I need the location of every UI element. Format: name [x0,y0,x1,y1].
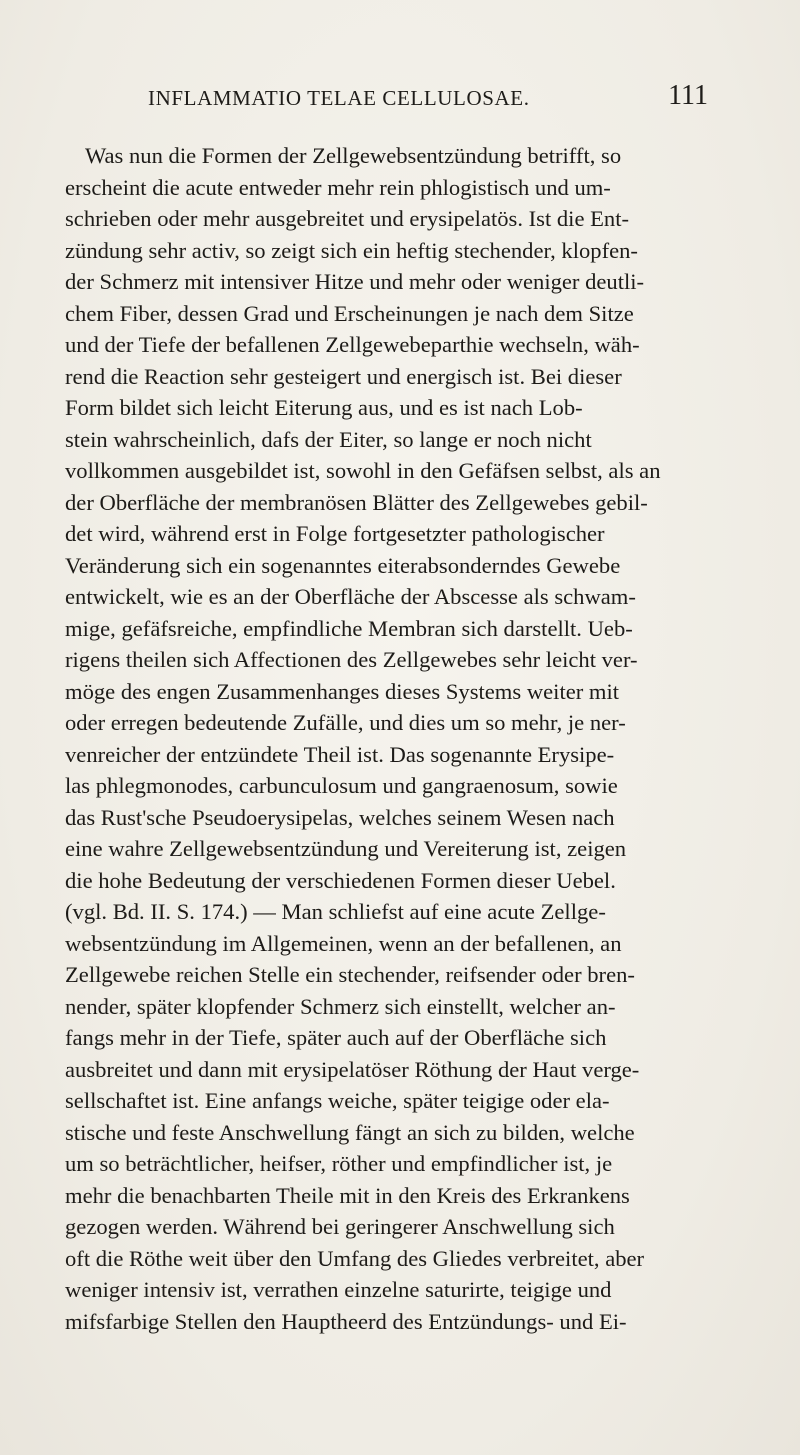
text-line: zündung sehr activ, so zeigt sich ein heftig stechender, klopfen- [65,237,638,263]
text-line: rigens theilen sich Affectionen des Zellgewebes sehr leicht ver- [65,647,638,672]
text-line: Was nun die Formen der Zellgewebsentzündung betrifft, so [85,143,622,168]
text-line: chem Fiber, dessen Grad und Erscheinungen je nach dem Sitze [65,300,634,326]
text-line: oder erregen bedeutende Zufälle, und dies um so mehr, je ner- [65,710,626,735]
text-line: vollkommen ausgebildet ist, sowohl in den Gefäfsen selbst, als an [65,458,661,483]
text-line: gezogen werden. Während bei geringerer Anschwellung sich [65,1214,615,1239]
text-line: das Rust'sche Pseudoerysipelas, welches seinem Wesen nach [65,804,615,830]
text-line: las phlegmonodes, carbunculosum und gangraenosum, sowie [65,773,618,798]
text-line: mehr die benachbarten Theile mit in den Kreis des Erkrankens [65,1182,630,1208]
text-line: mige, gefäfsreiche, empfindliche Membran sich darstellt. Ueb- [65,615,633,641]
text-line: erscheint die acute entweder mehr rein phlogistisch und um- [65,174,611,200]
text-line: venreicher der entzündete Theil ist. Das sogenannte Erysipe- [65,741,615,767]
text-line: ausbreitet und dann mit erysipelatöser Röthung der Haut verge- [65,1056,640,1082]
text-line: (vgl. Bd. II. S. 174.) — Man schliefst auf eine acute Zellge- [65,899,606,924]
text-line: um so beträchtlicher, heifser, röther und empfindlicher ist, je [65,1151,613,1176]
text-line: stein wahrscheinlich, dafs der Eiter, so lange er noch nicht [65,426,592,452]
text-line: nender, später klopfender Schmerz sich einstellt, welcher an- [65,993,616,1019]
text-line: det wird, während erst in Folge fortgesetzter pathologischer [65,521,605,546]
text-line: stische und feste Anschwellung fängt an sich zu bilden, welche [65,1119,635,1145]
page-number: 111 [668,80,708,111]
text-line: Zellgewebe reichen Stelle ein stechender, reifsender oder bren- [65,962,635,987]
text-line: rend die Reaction sehr gesteigert und energisch ist. Bei dieser [65,363,622,389]
text-line: Form bildet sich leicht Eiterung aus, und es ist nach Lob- [65,395,583,420]
text-line: der Schmerz mit intensiver Hitze und mehr oder weniger deutli- [65,269,645,294]
text-line: der Oberfläche der membranösen Blätter des Zellgewebes gebil- [65,489,648,515]
text-line: möge des engen Zusammenhanges dieses Systems weiter mit [65,678,620,704]
body-text [65,140,717,1337]
text-line: mifsfarbige Stellen den Hauptheerd des Entzündungs- und Ei- [65,1308,627,1334]
text-line: oft die Röthe weit über den Umfang des Gliedes verbreitet, aber [65,1245,645,1271]
text-line: und der Tiefe der befallenen Zellgewebeparthie wechseln, wäh- [65,332,640,357]
text-line: websentzündung im Allgemeinen, wenn an der befallenen, an [65,930,622,956]
text-line: eine wahre Zellgewebsentzündung und Vereiterung ist, zeigen [65,836,627,861]
text-line: fangs mehr in der Tiefe, später auch auf der Oberfläche sich [65,1025,607,1050]
page-header [148,80,708,126]
running-title: INFLAMMATIO TELAE CELLULOSAE. [148,86,530,110]
text-line: die hohe Bedeutung der verschiedenen Formen dieser Uebel. [65,867,616,893]
text-line: entwickelt, wie es an der Oberfläche der Abscesse als schwam- [65,584,636,609]
text-line: sellschaftet ist. Eine anfangs weiche, später teigige oder ela- [65,1088,610,1113]
text-line: weniger intensiv ist, verrathen einzelne saturirte, teigige und [65,1277,612,1302]
text-line: Veränderung sich ein sogenanntes eiterabsonderndes Gewebe [65,552,621,578]
text-line: schrieben oder mehr ausgebreitet und erysipelatös. Ist die Ent- [65,206,630,231]
